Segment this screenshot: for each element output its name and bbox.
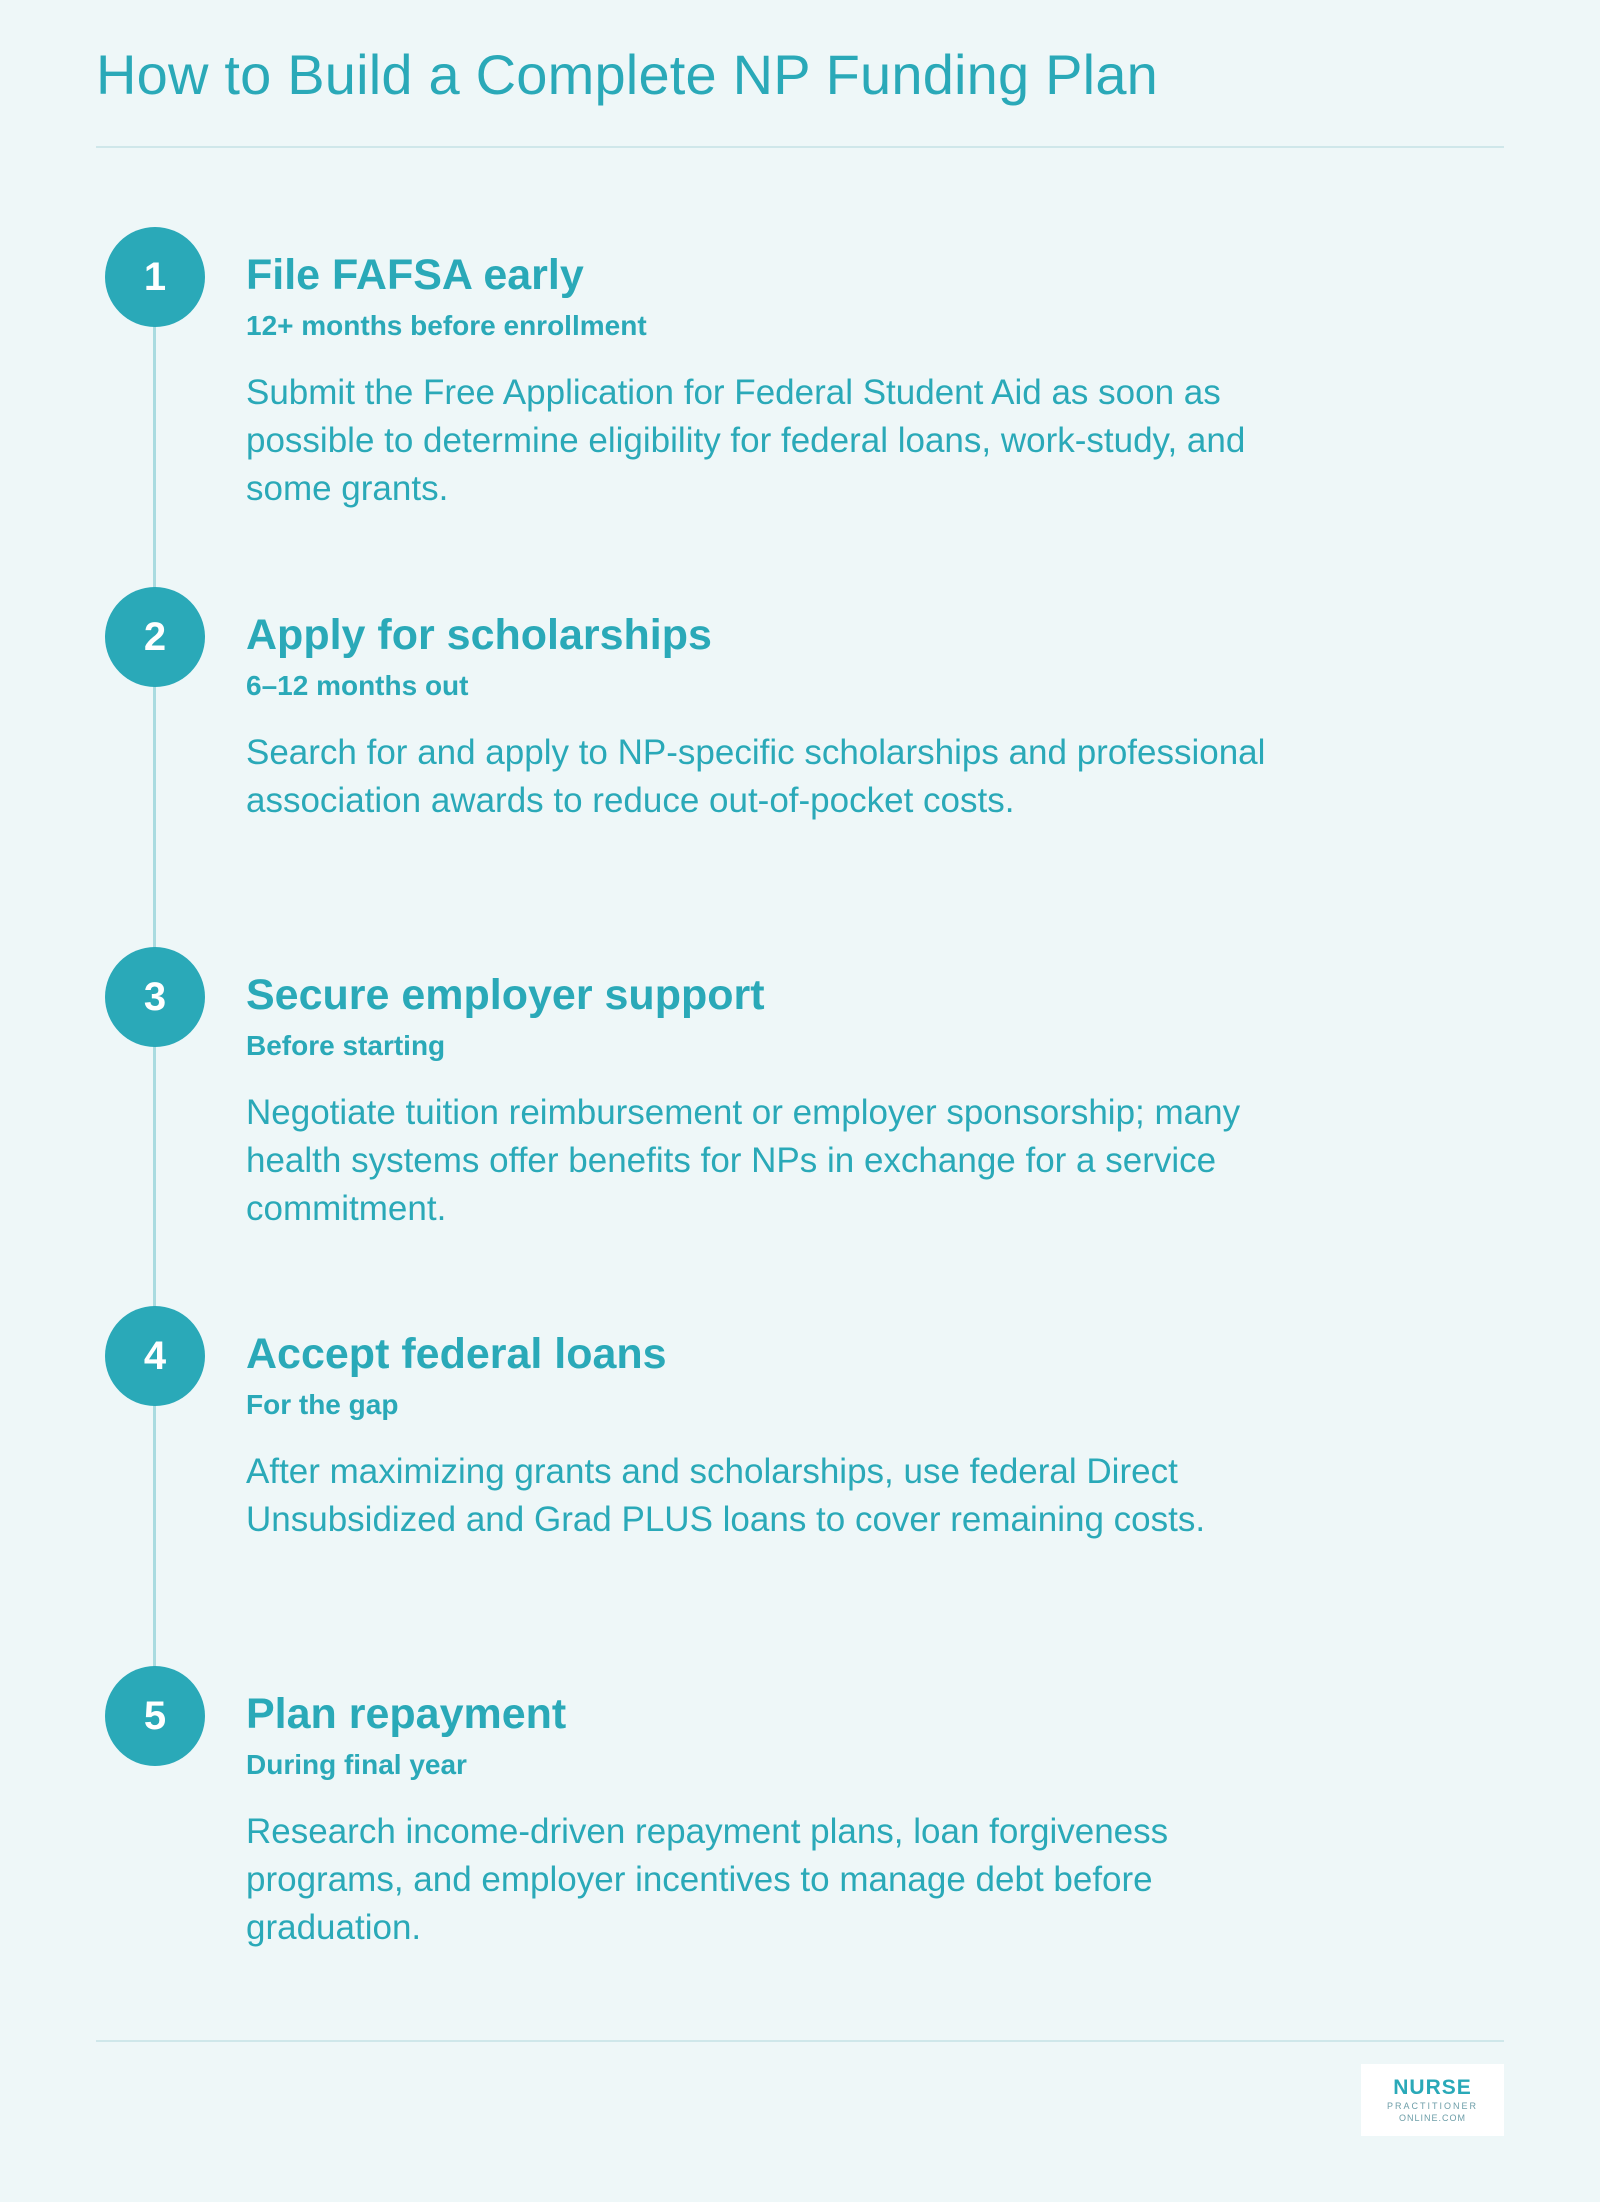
logo-line-online: ONLINE.COM	[1398, 2113, 1466, 2123]
bottom-divider	[96, 2040, 1504, 2042]
step-content	[246, 1328, 1306, 1544]
step-description: Submit the Free Application for Federal Student Aid as soon as possible to determine eligibility for federal loans, work-study, and some grants.	[246, 373, 1246, 508]
step-title: File FAFSA early	[246, 251, 584, 299]
logo-line-nurse: NURSE	[1393, 2076, 1472, 2099]
step-title: Apply for scholarships	[246, 611, 712, 659]
step-timing: Before starting	[246, 1030, 446, 1061]
step-number-badge: 4	[105, 1306, 205, 1406]
step-description: Negotiate tuition reimbursement or employer sponsorship; many health systems offer benefits for NPs in exchange for a service commitment.	[246, 1093, 1241, 1228]
step-number-badge: 1	[105, 227, 205, 327]
step-number-badge: 2	[105, 587, 205, 687]
step-timing: 12+ months before enrollment	[246, 310, 647, 341]
step-number-badge: 5	[105, 1666, 205, 1766]
step-description: After maximizing grants and scholarships, use federal Direct Unsubsidized and Grad PLUS loans to cover remaining costs.	[246, 1452, 1206, 1539]
step-number-badge: 3	[105, 947, 205, 1047]
step-content	[246, 249, 1306, 513]
step-title: Plan repayment	[246, 1690, 567, 1738]
brand-logo	[1361, 2064, 1504, 2136]
step-timing: During final year	[246, 1749, 467, 1780]
step-content	[246, 609, 1306, 825]
step-title: Secure employer support	[246, 971, 765, 1019]
page-title: How to Build a Complete NP Funding Plan	[96, 43, 1159, 106]
step-title: Accept federal loans	[246, 1330, 667, 1378]
logo-line-practitioner: PRACTITIONER	[1386, 2101, 1478, 2111]
step-description: Research income-driven repayment plans, loan forgiveness programs, and employer incentives to manage debt before graduation.	[246, 1812, 1169, 1947]
top-divider	[96, 146, 1504, 148]
step-timing: 6–12 months out	[246, 670, 469, 701]
step-description: Search for and apply to NP-specific scholarships and professional association awards to reduce out-of-pocket costs.	[246, 733, 1266, 820]
step-timing: For the gap	[246, 1389, 399, 1420]
step-content	[246, 1688, 1306, 1952]
step-content	[246, 969, 1306, 1233]
